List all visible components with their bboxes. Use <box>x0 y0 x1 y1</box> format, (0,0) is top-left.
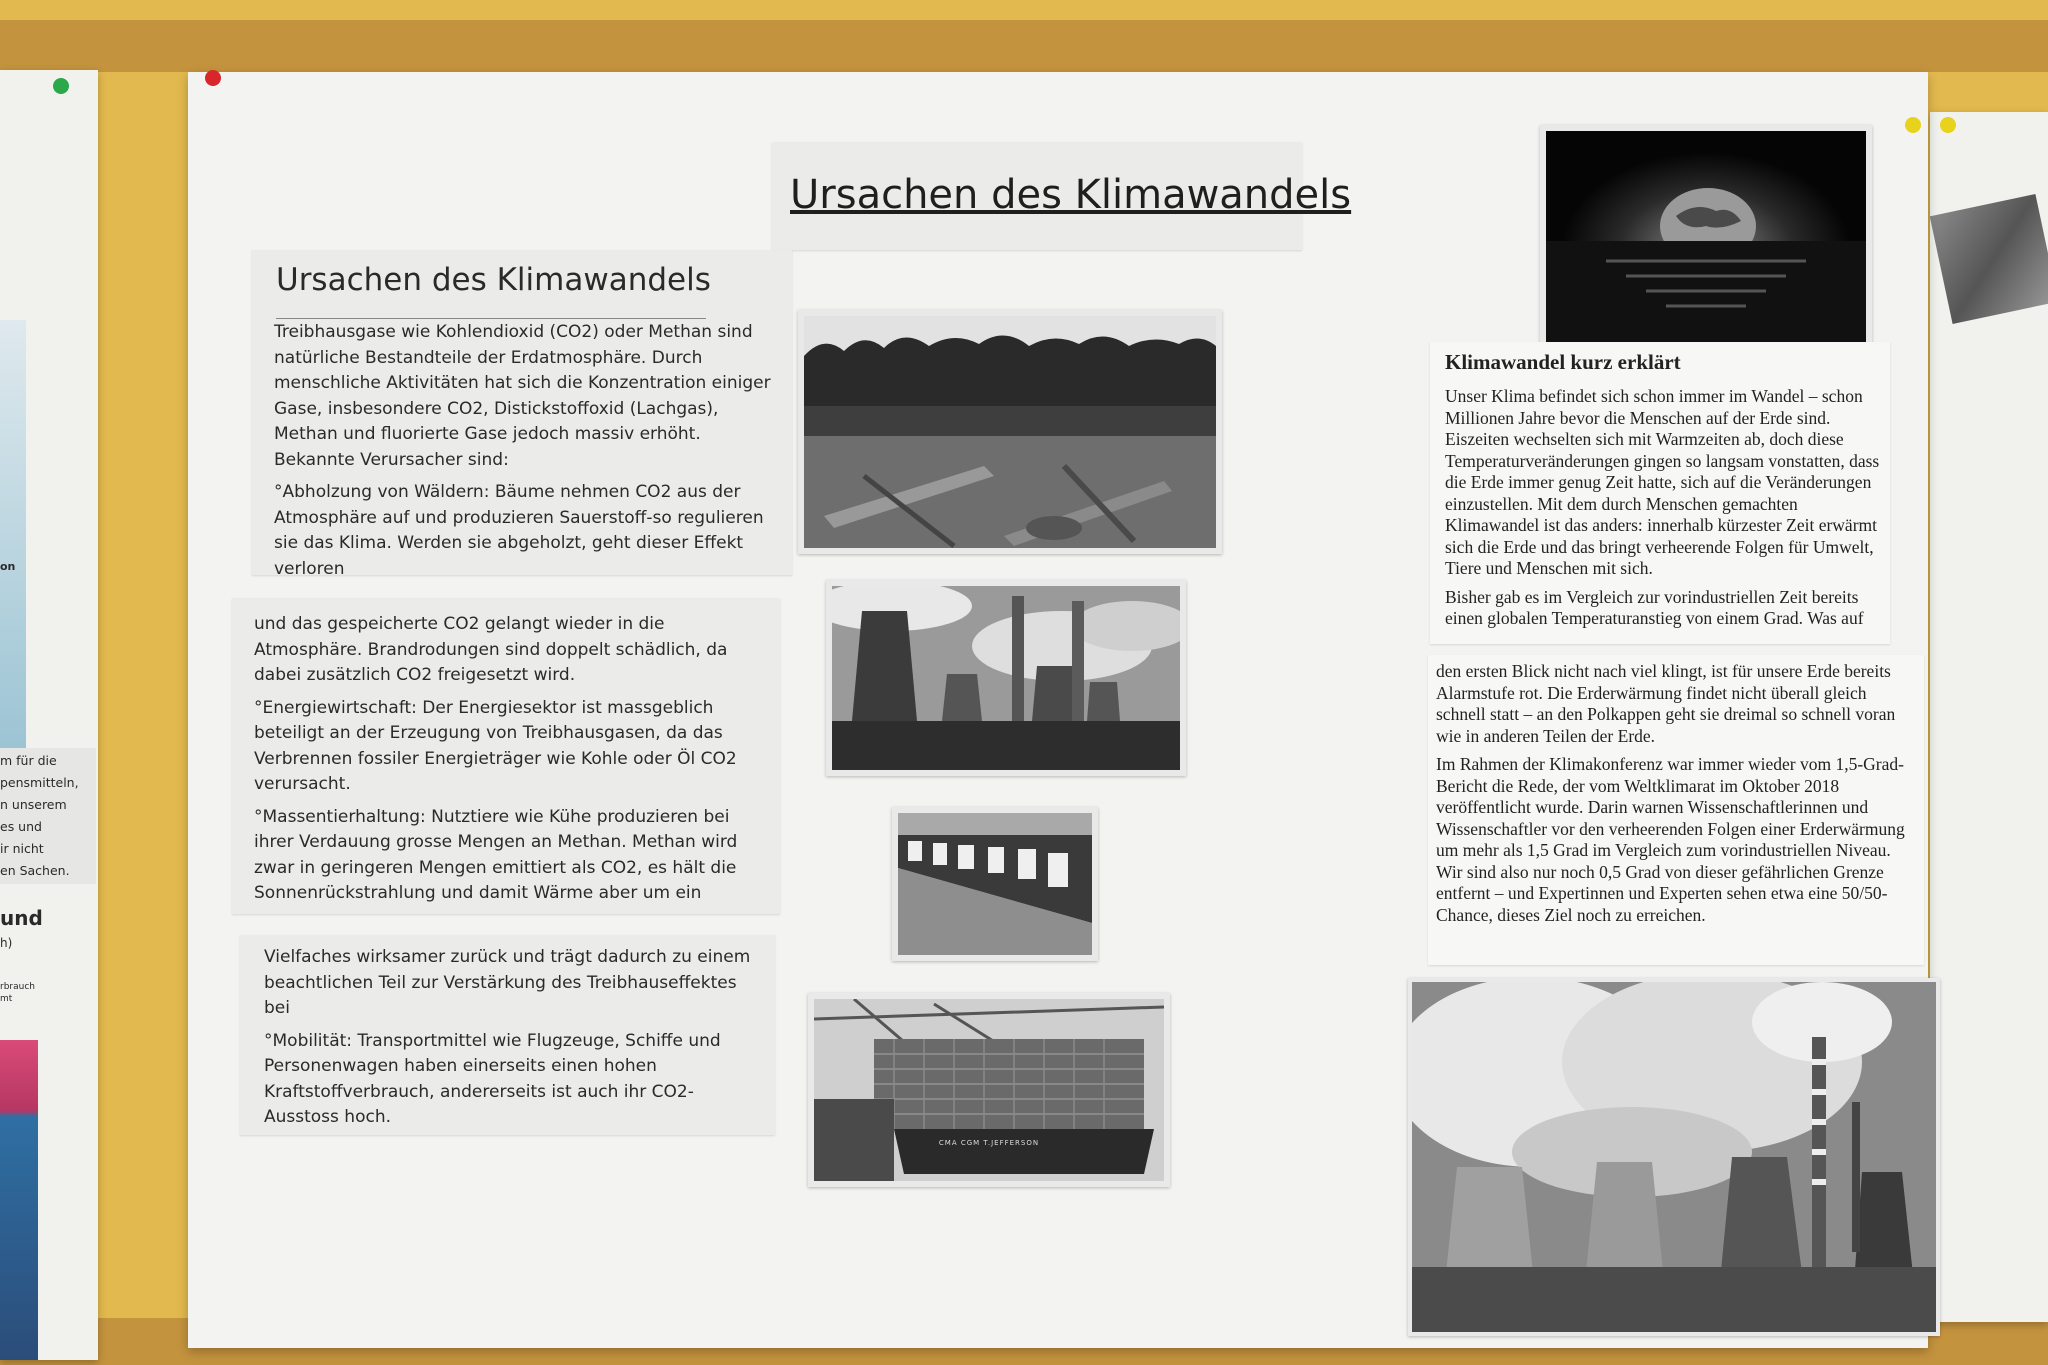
block3-continuation: Vielfaches wirksamer zurück und trägt dadurch zu einem beachtlichen Teil zur Verstärkung des Treibhauseffektes bei <box>264 947 751 1018</box>
block2-text <box>254 612 764 914</box>
power-plant-photo <box>826 580 1186 776</box>
neighbor-fragment-small: rbrauch <box>0 982 35 992</box>
text-block-3 <box>240 935 775 1135</box>
left-neighbor-poster <box>0 70 98 1360</box>
neighbor-photo <box>1930 194 2048 324</box>
explain-p4: Im Rahmen der Klimakonferenz war immer wieder vom 1,5-Grad-Bericht die Rede, der vom Weltklimarat im Oktober 2018 veröffentlicht wurde. Darin warnen Wissenschaftlerinnen und Wissenschaftler vor den verheerenden Folgen einer Erderwärmung um mehr als 1,5 Grad im Vergleich zum vorindustriellen Niveau. Wir sind also nur noch 0,5 Grad von dieser gefährlichen Grenze entfernt – und Expertinnen und Experten sehen etwa eine 50/50-Chance, dieses Ziel noch zu erreichen. <box>1436 754 1905 925</box>
heading-rule <box>276 318 706 319</box>
neighbor-fragment-small2: mt <box>0 994 13 1004</box>
yellow-pin-2 <box>1940 117 1956 133</box>
text-block-2 <box>232 598 780 914</box>
neighbor-colored-bar <box>0 1040 38 1360</box>
explain-p1: Unser Klima befindet sich schon immer im Wandel – schon Millionen Jahre bevor die Menschen auf der Erde sind. Eiszeiten wechselten sich mit Warmzeiten ab, doch diese Temperaturveränderungen gingen so langsam vonstatten, dass die Erde immer genug Zeit hatte, sich auf die Veränderungen einzustellen. Mit dem durch Menschen gemachten Klimawandel ist das anders: innerhalb kürzester Zeit erwärmt sich die Erde und das bringt verheerende Folgen für Umwelt, Tiere und Menschen mit sich. <box>1445 386 1880 578</box>
mobility-point: °Mobilität: Transportmittel wie Flugzeuge, Schiffe und Personenwagen haben einerseits einen hohen Kraftstoffverbrauch, andererseits ist auch ihr CO2-Ausstoss hoch. <box>264 1030 721 1127</box>
block2-continuation: und das gespeicherte CO2 gelangt wieder in die Atmosphäre. Brandrodungen sind doppelt schädlich, da dabei zusätzlich CO2 freigesetzt wird. <box>254 614 728 685</box>
block1-text <box>274 320 774 589</box>
explain-block-1 <box>1430 342 1890 644</box>
neighbor-fragment-und: und <box>0 906 43 930</box>
explain-p2: Bisher gab es im Vergleich zur vorindustriellen Zeit bereits einen globalen Temperaturanstieg von einem Grad. Was auf <box>1445 586 1864 628</box>
cooling-towers-photo <box>1408 978 1940 1336</box>
poster-title: Ursachen des Klimawandels <box>790 172 1352 218</box>
container-ship-photo <box>808 993 1170 1187</box>
text-block-1 <box>252 250 792 579</box>
block3-text <box>264 945 764 1138</box>
explain-block-2 <box>1428 655 1924 965</box>
ship-lettering: CMA CGM T.JEFFERSON <box>938 1139 1040 1147</box>
neighbor-text-block: m für die pensmitteln, n unserem es und ir nicht en Sachen. <box>0 748 96 884</box>
neighbor-fragment-h: h) <box>0 936 13 950</box>
earth-photo <box>1540 125 1872 352</box>
energy-point: °Energiewirtschaft: Der Energiesektor ist massgeblich beteiligt an der Erzeugung von Treibhausgasen, da das Verbrennen fossiler Energieträger wie Kohle oder Öl CO2 verursacht. <box>254 697 737 794</box>
left-heading: Ursachen des Klimawandels <box>276 262 711 298</box>
cows-photo <box>892 807 1098 961</box>
deforestation-point: °Abholzung von Wäldern: Bäume nehmen CO2 aus der Atmosphäre auf und produzieren Sauerstoff-so regulieren sie das Klima. Werden sie abgeholzt, geht dieser Effekt verloren <box>274 482 764 579</box>
explain-p3: den ersten Blick nicht nach viel klingt, ist für unsere Erde bereits Alarmstufe rot. Die Erderwärmung findet nicht überall gleich schnell statt – an den Polkappen geht sie dreimal so schnell voran wie in anderen Teilen der Erde. <box>1436 661 1896 746</box>
intro-paragraph: Treibhausgase wie Kohlendioxid (CO2) oder Methan sind natürliche Bestandteile der Erdatmosphäre. Durch menschliche Aktivitäten hat sich die Konzentration einiger Gase, insbesondere CO2, Distickstoffoxid (Lachgas), Methan und fluorierte Gase jedoch massiv erhöht. Bekannte Verursacher sind: <box>274 322 771 470</box>
deforestation-photo <box>798 310 1222 554</box>
wall-rail-top <box>0 20 2048 72</box>
explain-text-1 <box>1445 386 1885 637</box>
green-pin <box>53 78 69 94</box>
title-card <box>772 142 1352 250</box>
neighbor-fragment-on: on <box>0 560 16 573</box>
explain-heading: Klimawandel kurz erklärt <box>1445 350 1681 374</box>
red-pin <box>205 70 221 86</box>
livestock-point: °Massentierhaltung: Nutztiere wie Kühe produzieren bei ihrer Verdauung grosse Mengen an Methan. Methan wird zwar in geringeren Mengen emittiert als CO2, es hält die Sonnenrückstrahlung und damit Wärme aber um ein <box>254 806 738 903</box>
right-neighbor-poster <box>1930 112 2048 1322</box>
neighbor-chart-bar <box>0 320 26 750</box>
yellow-pin <box>1905 117 1921 133</box>
explain-text-2 <box>1436 661 1916 933</box>
